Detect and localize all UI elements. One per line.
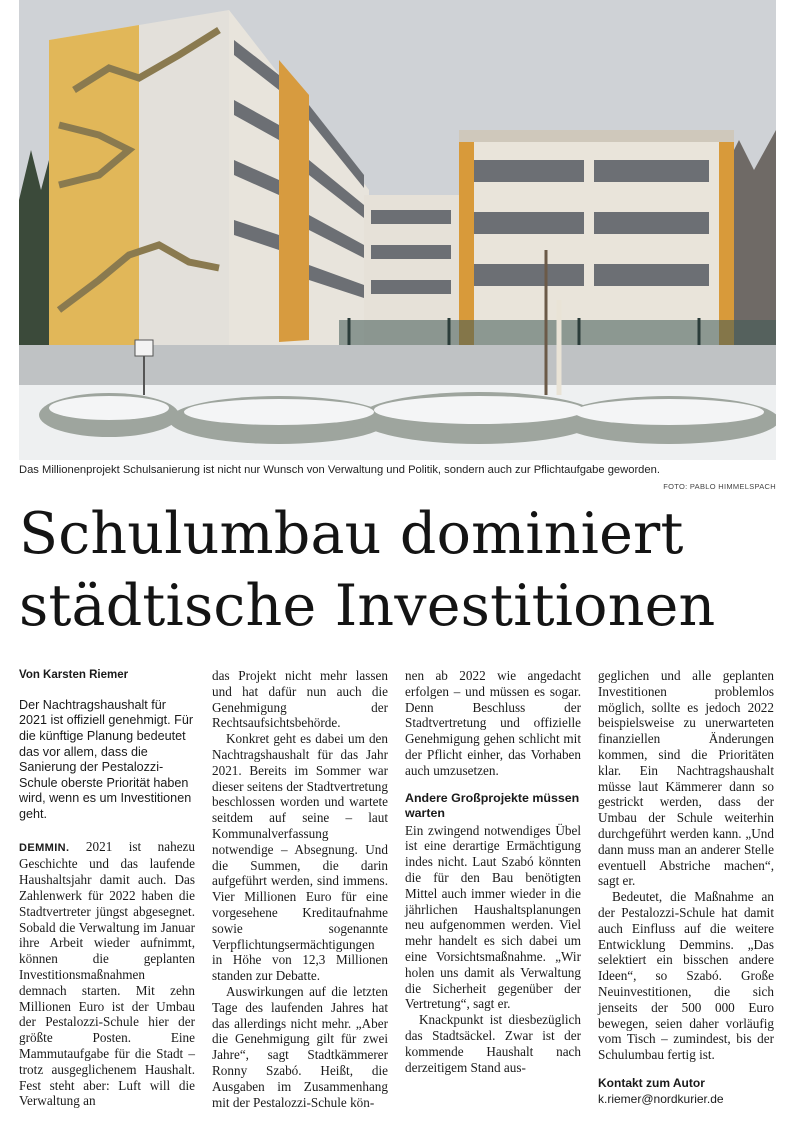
dateline: DEMMIN.	[19, 841, 70, 854]
photo-credit: FOTO: PABLO HIMMELSPACH	[663, 482, 776, 491]
paragraph-5: Knackpunkt ist diesbezüglich das Stadtsäckel. Zwar ist der kommende Haushalt nach derzeitigem Stand aus-	[405, 1012, 581, 1075]
paragraph-3-continued: nen ab 2022 wie angedacht erfolgen – und müssen es sogar. Denn Beschluss der Stadtvertretung und offizielle Genehmigung gehen schlicht mit der Pflicht einher, das Vorhaben auch umzusetzen.	[405, 668, 581, 778]
photo-caption: Das Millionenprojekt Schulsanierung ist nicht nur Wunsch von Verwaltung und Politik, sondern auch zur Pflichtaufgabe geworden.	[19, 464, 660, 476]
headline-line-1: Schulumbau dominiert	[19, 501, 684, 567]
contact-label: Kontakt zum Autor	[598, 1075, 705, 1090]
article-body	[19, 668, 776, 1126]
paragraph-3: Auswirkungen auf die letzten Tage des laufenden Jahres hat das allerdings nicht mehr. „Aber die Genehmigung gilt für zwei Jahre“, sagt Stadtkämmerer Ronny Szabó. Heißt, die Ausgaben im Zusammenhang mit der Pestalozzi-Schule kön-	[212, 983, 388, 1110]
column-2	[212, 668, 388, 1110]
teaser: Der Nachtragshaushalt für 2021 ist offiziell genehmigt. Für die künftige Planung bedeutet das vor allem, dass die Sanierung der Pestalozzi-Schule oberste Priorität haben wird, wenn es um Investitionen geht.	[19, 697, 194, 821]
column-3	[405, 668, 581, 1075]
paragraph-5-continued: geglichen und alle geplanten Investitionen problemlos möglich, sollte es jedoch 2022 beispielsweise zu unerwarteten finanziellen Änderungen kommen, sind die Prioritäten klar. Ein Nachtragshaushalt müsse laut Kämmerer dann so gestrickt werden, dass der Umbau der Schule weiterhin durchgeführt werden kann. „Und dann muss man an anderer Stelle eventuell Abstriche machen“, sagt er.	[598, 668, 774, 889]
paragraph-1-text: 2021 ist nahezu Geschichte und das laufende Haushaltsjahr damit auch. Das Zahlenwerk für 2022 haben die Stadtvertreter jüngst abgesegnet. Sobald die Verwaltung im Januar ihre Arbeit wieder aufnimmt, können die geplanten Investitionsmaßnahmen demnach starten. Mit zehn Millionen Euro ist der Umbau der Pestalozzi-Schule hier der größte Posten. Eine Mammutaufgabe für die Stadt – trotz ausgeglichenem Haushalt. Fest steht aber: Luft will die Verwaltung an	[19, 838, 195, 1109]
paragraph-1	[19, 839, 195, 1110]
contact-email[interactable]: k.riemer@nordkurier.de	[598, 1091, 724, 1106]
headline	[19, 498, 779, 642]
byline: Von Karsten Riemer	[19, 669, 129, 681]
subheading: Andere Großprojekte müssen warten	[405, 790, 580, 820]
headline-line-2: städtische Investitionen	[19, 573, 716, 639]
column-4	[598, 668, 774, 1107]
paragraph-6: Bedeutet, die Maßnahme an der Pestalozzi-Schule hat damit auch Einfluss auf die weitere Entwicklung Demmins. „Das selektiert ein bisschen andere Ideen“, so Szabó. Große Neuinvestitionen, die sich jenseits der 500 000 Euro bewegen, seien daher vorläufig vom Tisch – zumindest, bis der Schulumbau fertig ist.	[598, 889, 774, 1063]
article-photo	[19, 0, 776, 460]
paragraph-1-continued: das Projekt nicht mehr lassen und hat dafür nun auch die Genehmigung der Rechtsaufsichtsbehörde.	[212, 668, 388, 731]
paragraph-2: Konkret geht es dabei um den Nachtragshaushalt für das Jahr 2021. Bereits im Sommer war dieser seitens der Stadtvertretung beschlossen worden und wartete seitdem auf seine – laut Kommunalverfassung notwendige – Absegnung. Und die Summen, die darin aufgeführt werden, sind immens. Vier Millionen Euro für eine vorgesehene Kreditaufnahme sowie sogenannte Verpflichtungsermächtigungen in Höhe von 12,3 Millionen standen zur Debatte.	[212, 731, 388, 984]
paragraph-4: Ein zwingend notwendiges Übel ist eine derartige Ermächtigung indes nicht. Laut Szabó könnten die für den Bau benötigten Mittel auch immer wieder in die jährlichen Haushaltsplanungen neu aufgenommen werden. Viel mehr handelt es sich dabei um eine Vorsichtsmaßnahme. „Wir holen uns damit als Verwaltung die Sicherheit gegenüber der Vertretung“, sagt er.	[405, 822, 581, 1012]
column-1	[19, 668, 195, 1109]
author-contact	[598, 1075, 774, 1107]
